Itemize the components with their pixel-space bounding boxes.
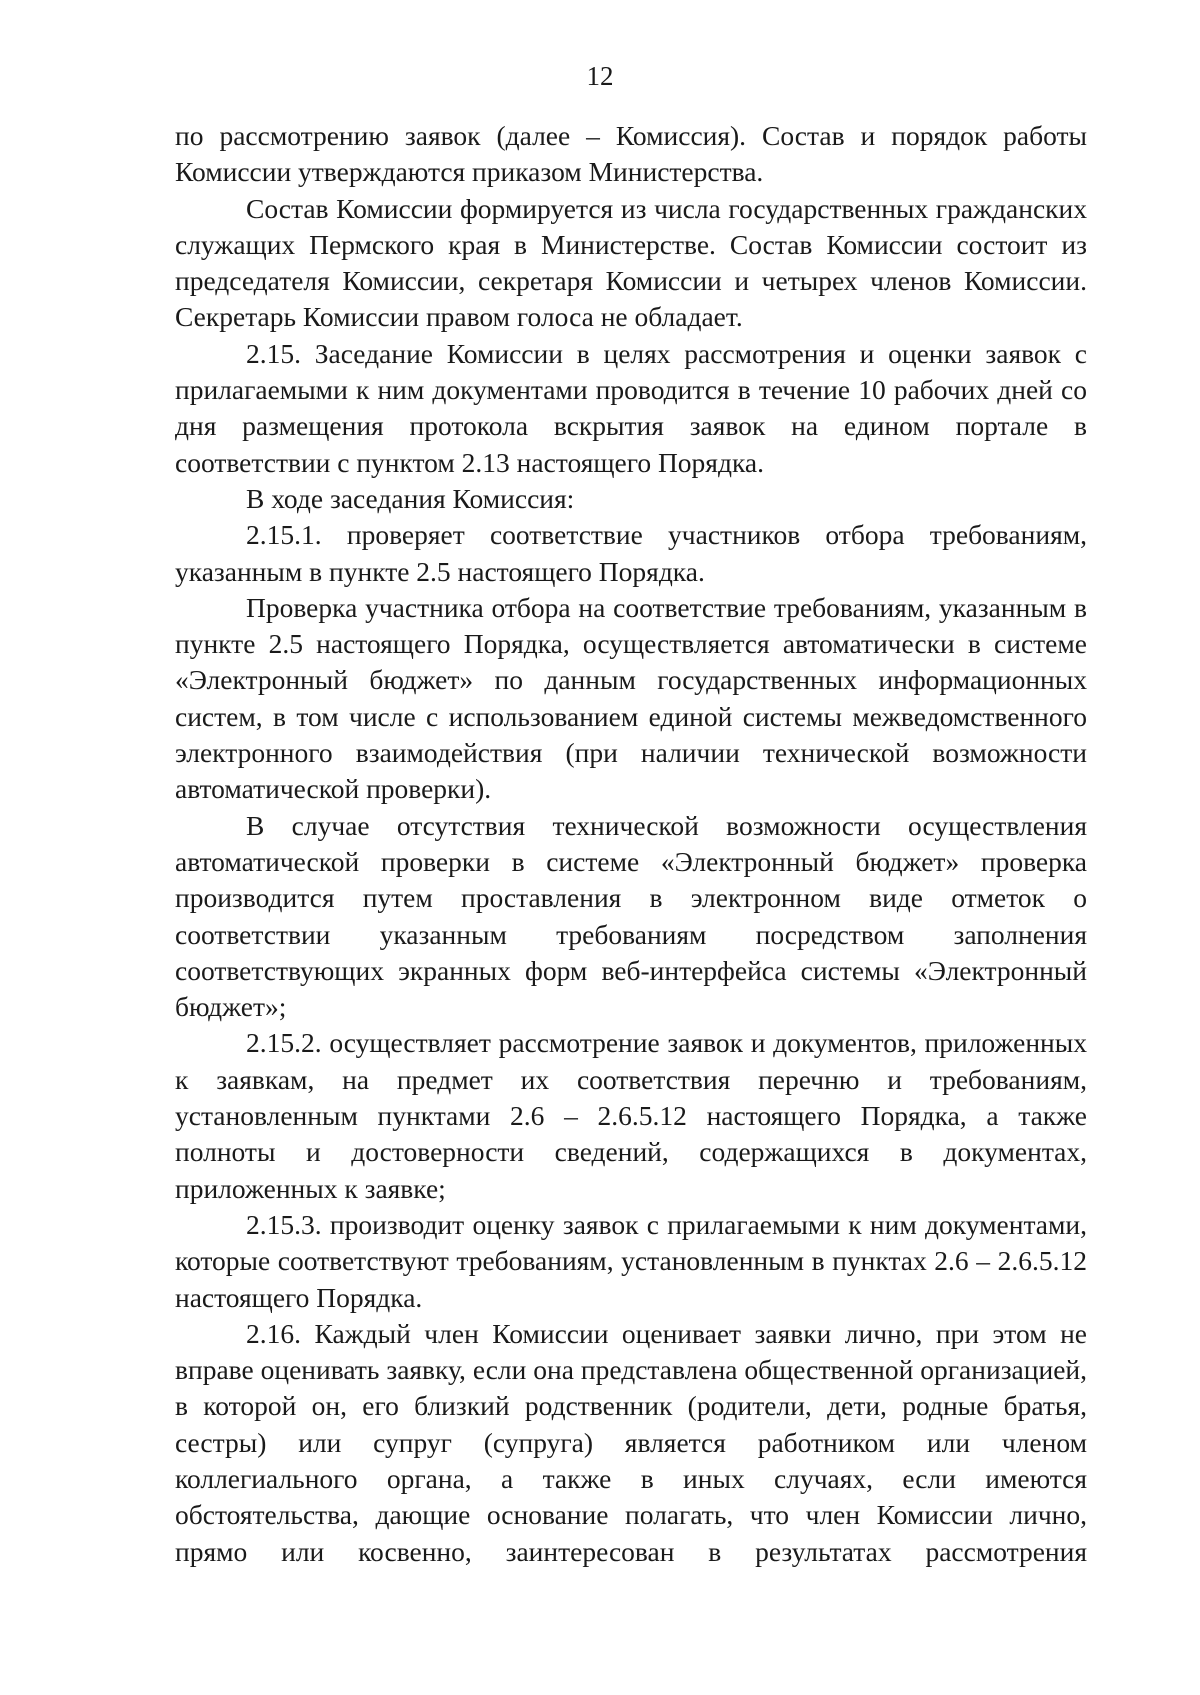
- paragraph-manual-check: В случае отсутствия технической возможности осуществления автоматической проверки в системе «Электронный бюджет» проверка производится путем проставления в электронном виде отметок о соответствии указанным требованиям посредством заполнения соответствующих экранных форм веб-интерфейса системы «Электронный бюджет»;: [175, 809, 1087, 1023]
- paragraph-commission-continuation: по рассмотрению заявок (далее – Комиссия). Состав и порядок работы Комиссии утверждаются приказом Министерства.: [175, 120, 1087, 188]
- page-number: 12: [586, 61, 614, 91]
- paragraph-2-15-3: 2.15.3. производит оценку заявок с прилагаемыми к ним документами, которые соответствуют требованиям, установленным в пунктах 2.6 – 2.6.5.12 настоящего Порядка.: [175, 1208, 1087, 1313]
- paragraph-2-15: 2.15. Заседание Комиссии в целях рассмотрения и оценки заявок с прилагаемыми к ним документами проводится в течение 10 рабочих дней со дня размещения протокола вскрытия заявок на едином портале в соответствии с пунктом 2.13 настоящего Порядка.: [175, 337, 1087, 478]
- paragraph-meeting-intro: В ходе заседания Комиссия:: [246, 482, 575, 514]
- paragraph-2-15-2: 2.15.2. осуществляет рассмотрение заявок и документов, приложенных к заявкам, на предмет их соответствия перечню и требованиям, установленным пунктами 2.6 – 2.6.5.12 настоящего Порядка, а также полноты и достоверности сведений, содержащихся в документах, приложенных к заявке;: [175, 1027, 1087, 1204]
- document-body: [175, 118, 1087, 1570]
- paragraph-2-15-1: 2.15.1. проверяет соответствие участников отбора требованиям, указанным в пункте 2.5 настоящего Порядка.: [175, 519, 1087, 587]
- paragraph-automatic-check: Проверка участника отбора на соответствие требованиям, указанным в пункте 2.5 настоящего Порядка, осуществляется автоматически в системе «Электронный бюджет» по данным государственных информационных систем, в том числе с использованием единой системы межведомственного электронного взаимодействия (при наличии технической возможности автоматической проверки).: [175, 591, 1087, 805]
- paragraph-commission-composition: Состав Комиссии формируется из числа государственных гражданских служащих Пермского края в Министерстве. Состав Комиссии состоит из председателя Комиссии, секретаря Комиссии и четырех членов Комиссии. Секретарь Комиссии правом голоса не обладает.: [175, 192, 1087, 333]
- paragraph-2-16: 2.16. Каждый член Комиссии оценивает заявки лично, при этом не вправе оценивать заявку, если она представлена общественной организацией, в которой он, его близкий родственник (родители, дети, родные братья, сестры) или супруг (супруга) является работником или членом коллегиального органа, а также в иных случаях, если имеются обстоятельства, дающие основание полагать, что член Комиссии лично, прямо или косвенно, заинтересован в результатах рассмотрения: [175, 1317, 1087, 1567]
